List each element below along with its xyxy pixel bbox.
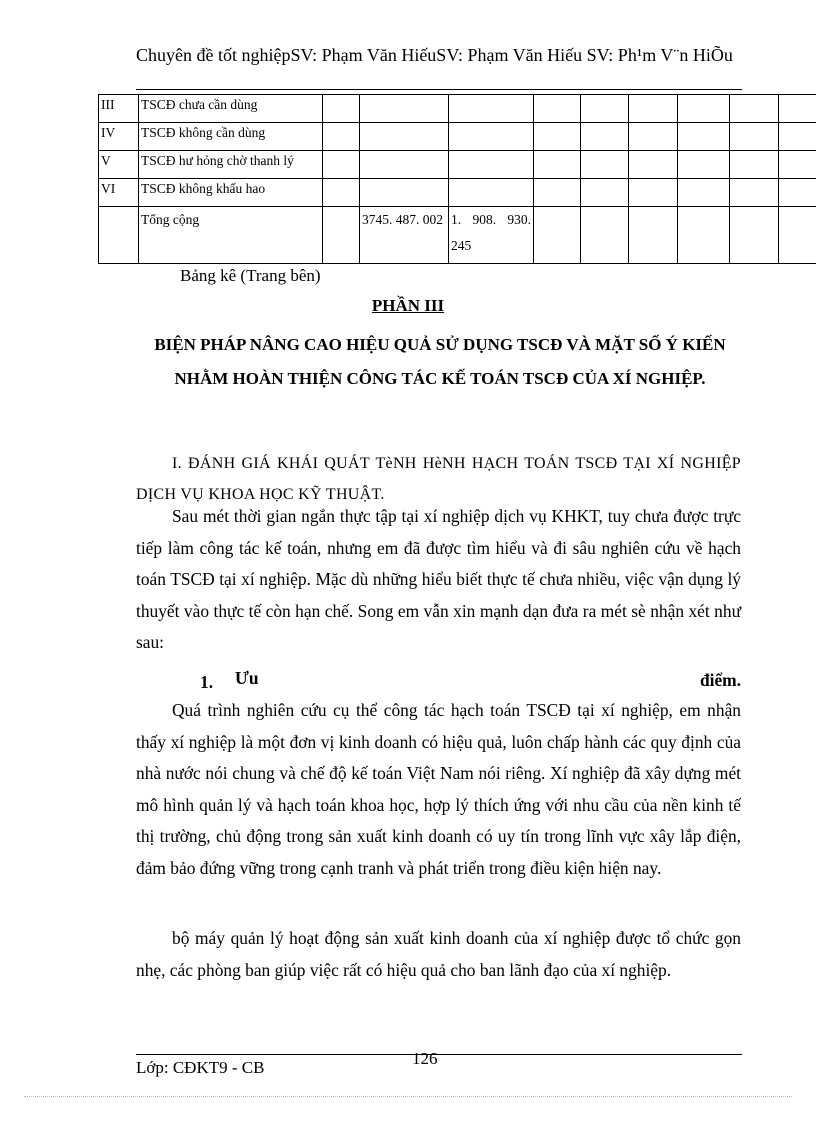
section-title: I. ĐÁNH GIÁ KHÁI QUÁT TèNH HèNH HẠCH TOÁN TSCĐ TẠI XÍ NGHIỆP DỊCH VỤ KHOA HỌC KỸ THUẬT. xyxy=(136,455,741,503)
row-number: IV xyxy=(99,123,139,151)
page-number: 126 xyxy=(412,1049,438,1068)
total-value-2: 1. 908. 930. 245 xyxy=(449,207,534,264)
total-value-1: 3745. 487. 002 xyxy=(360,207,449,264)
footer-divider xyxy=(136,1054,742,1055)
subsection-title: Ưu xyxy=(235,668,259,688)
asset-name: TSCĐ chưa cần dùng xyxy=(139,95,323,123)
subsection-number: 1. xyxy=(200,672,214,692)
row-number: VI xyxy=(99,179,139,207)
asset-table xyxy=(98,94,816,264)
table-caption: Bảng kê (Trang bên) xyxy=(180,266,321,285)
paragraph: Sau mét thời gian ngắn thực tập tại xí nghiệp dịch vụ KHKT, tuy chưa được trực tiếp làm công tác kế toán, nhưng em đã được tìm hiểu và đi sâu nghiên cứu về hạch toán TSCĐ tại xí nghiệp. Mặc dù những hiểu biết thực tế chưa nhiều, việc vận dụng lý thuyết vào thực tế còn hạn chế. Song em vẫn xin mạnh dạn đưa ra mét sè nhận xét như sau: xyxy=(136,506,741,652)
table-row xyxy=(99,95,816,123)
part-title: PHẦN III xyxy=(371,296,445,315)
table-row xyxy=(99,123,816,151)
table-row xyxy=(99,179,816,207)
page-header: Chuyên đề tốt nghiệpSV: Phạm Văn HiếuSV: Phạm Văn Hiếu SV: Ph¹m V¨n HiÕu xyxy=(136,45,733,65)
paragraph: Quá trình nghiên cứu cụ thể công tác hạch toán TSCĐ tại xí nghiệp, em nhận thấy xí nghiệp là một đơn vị kinh doanh có hiệu quả, luôn chấp hành các quy định của nhà nước nói chung và chế độ kế toán Việt Nam nói riêng. Xí nghiệp đã xây dựng mét mô hình quản lý và hạch toán khoa học, hợp lý thích ứng với nhu cầu của nền kinh tế thị trường, chủ động trong sản xuất kinh doanh có uy tín trong lĩnh vực xây lắp điện, đảm bảo đứng vững trong cạnh tranh và phát triển trong điều kiện hiện nay. xyxy=(136,700,741,878)
table-row xyxy=(99,151,816,179)
footer-class-label: Lớp: CĐKT9 - CB xyxy=(136,1058,265,1077)
asset-name: TSCĐ hư hỏng chờ thanh lý xyxy=(139,151,323,179)
row-number xyxy=(99,207,139,264)
row-number: V xyxy=(99,151,139,179)
table-row-total xyxy=(99,207,816,264)
asset-name: Tổng cộng xyxy=(139,207,323,264)
chapter-heading: BIỆN PHÁP NÂNG CAO HIỆU QUẢ SỬ DỤNG TSCĐ VÀ MẶT SỐ Ý KIẾN NHẰM HOÀN THIỆN CÔNG TÁC KẾ TOÁN TSCĐ CỦA XÍ NGHIỆP. xyxy=(154,335,726,388)
row-number: III xyxy=(99,95,139,123)
subsection-title-end: điểm. xyxy=(699,670,741,690)
paragraph: bộ máy quản lý hoạt động sản xuất kinh doanh của xí nghiệp được tổ chức gọn nhẹ, các phòng ban giúp việc rất có hiệu quả cho ban lãnh đạo của xí nghiệp. xyxy=(136,928,741,980)
page-bottom-border xyxy=(24,1096,792,1097)
header-divider xyxy=(136,89,742,90)
asset-name: TSCĐ không cần dùng xyxy=(139,123,323,151)
asset-name: TSCĐ không khấu hao xyxy=(139,179,323,207)
